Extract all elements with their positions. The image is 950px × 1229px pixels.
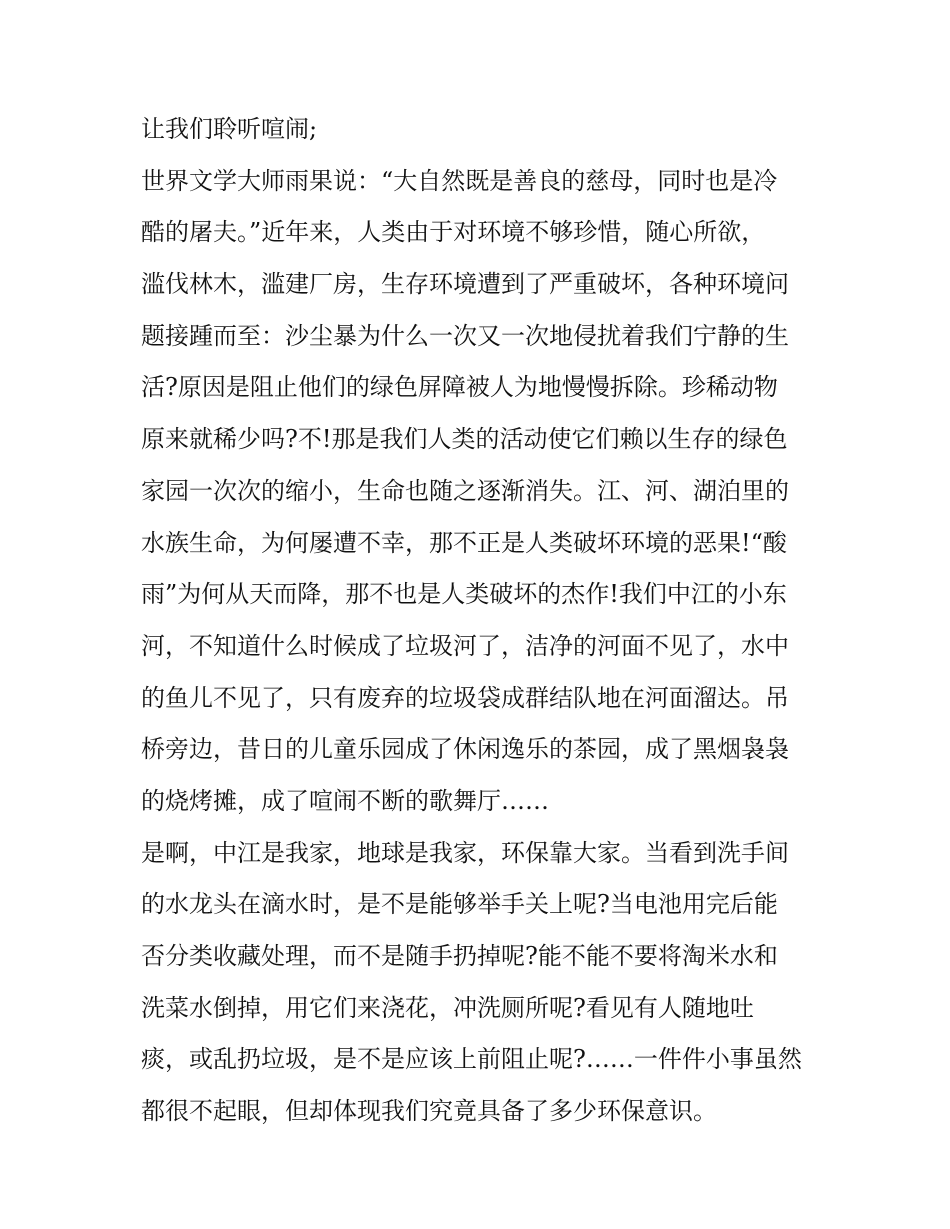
text-line: 题接踵而至：沙尘暴为什么一次又一次地侵扰着我们宁静的生 bbox=[141, 321, 789, 350]
text-line: 痰，或乱扔垃圾，是不是应该上前阻止呢?……一件件小事虽然 bbox=[141, 1045, 802, 1074]
text-line: 家园一次次的缩小，生命也随之逐渐消失。江、河、湖泊里的 bbox=[141, 476, 789, 505]
text-line: 河，不知道什么时候成了垃圾河了，洁净的河面不见了，水中 bbox=[141, 631, 789, 660]
text-line: 让我们聆听喧闹; bbox=[141, 115, 318, 143]
text-line: 活?原因是阻止他们的绿色屏障被人为地慢慢拆除。珍稀动物 bbox=[141, 373, 778, 402]
text-line: 否分类收藏处理，而不是随手扔掉呢?能不能不要将淘米水和 bbox=[141, 942, 778, 970]
text-line: 是啊，中江是我家，地球是我家，环保靠大家。当看到洗手间 bbox=[141, 838, 789, 867]
text-line: 酷的屠夫。”近年来，人类由于对环境不够珍惜，随心所欲， bbox=[141, 218, 766, 247]
text-line: 雨”为何从天而降，那不也是人类破坏的杰作!我们中江的小东 bbox=[141, 580, 787, 609]
text-line: 桥旁边，昔日的儿童乐园成了休闲逸乐的茶园，成了黑烟袅袅 bbox=[141, 735, 789, 764]
text-line: 原来就稀少吗?不!那是我们人类的活动使它们赖以生存的绿色 bbox=[141, 425, 788, 454]
text-line: 滥伐林木，滥建厂房，生存环境遭到了严重破坏，各种环境问 bbox=[141, 270, 789, 299]
document-body bbox=[141, 104, 821, 1138]
text-line: 世界文学大师雨果说：“大自然既是善良的慈母，同时也是冷 bbox=[141, 166, 778, 195]
text-line: 的水龙头在滴水时，是不是能够举手关上呢?当电池用完后能 bbox=[141, 890, 778, 919]
text-line: 洗菜水倒掉，用它们来浇花，冲洗厕所呢?看见有人随地吐 bbox=[141, 993, 754, 1022]
text-line: 的烧烤摊，成了喧闹不断的歌舞厅…… bbox=[141, 786, 549, 815]
text-line: 水族生命，为何屡遭不幸，那不正是人类破坏环境的恶果!“酸 bbox=[141, 528, 787, 557]
text-line: 都很不起眼，但却体现我们究竟具备了多少环保意识。 bbox=[141, 1097, 717, 1126]
text-line: 的鱼儿不见了，只有废弃的垃圾袋成群结队地在河面溜达。吊 bbox=[141, 683, 789, 712]
